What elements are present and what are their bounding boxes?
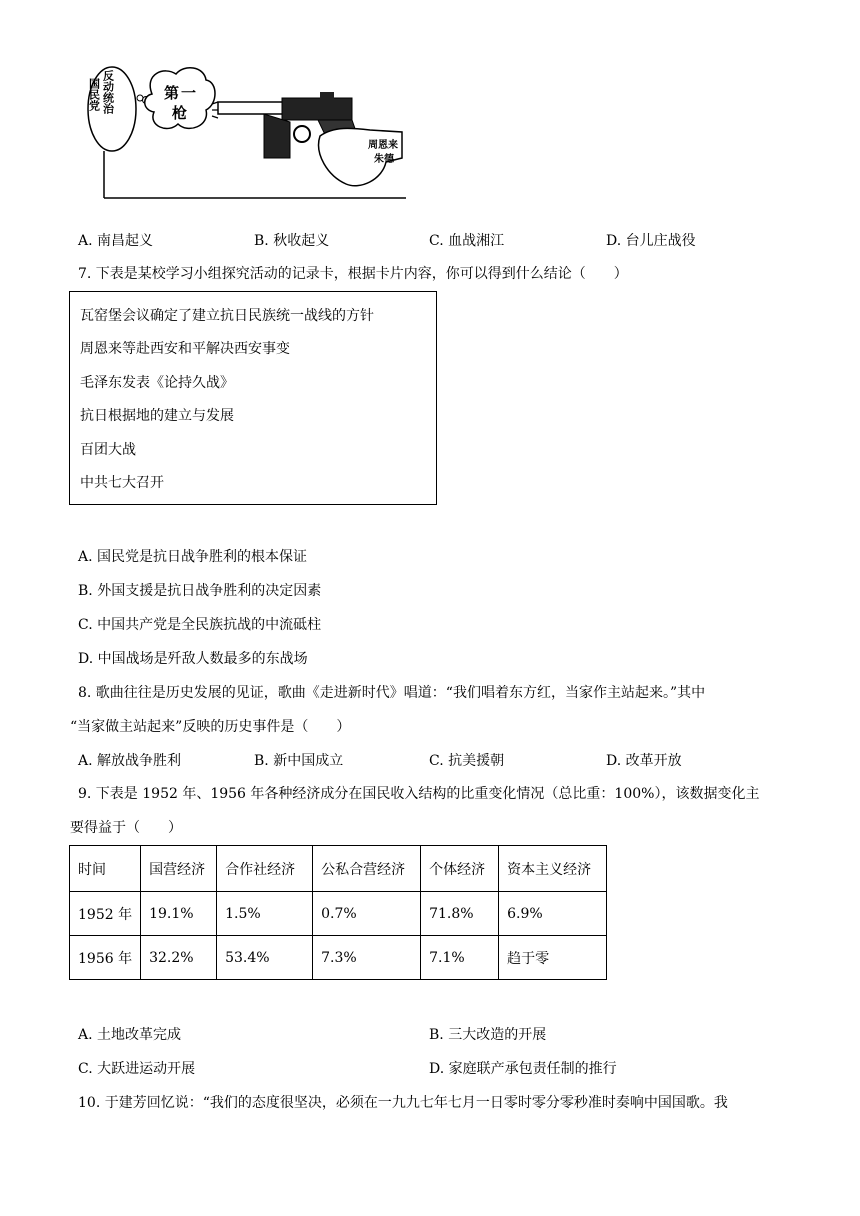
- q7-option-b: B. 外国支援是抗日战争胜利的决定因素: [78, 583, 322, 599]
- table-cell: 1.5%: [217, 892, 313, 936]
- svg-text:一: 一: [181, 84, 197, 102]
- zhu-de-label: 朱德: [374, 154, 394, 165]
- table-header-row: [70, 846, 607, 892]
- q8-stem-line1: 8. 歌曲往往是历史发展的见证，歌曲《走进新时代》唱道：“我们唱着东方红，当家作主站起来。”其中: [78, 685, 706, 701]
- table-cell: 0.7%: [313, 892, 421, 936]
- table-cell: 71.8%: [421, 892, 499, 936]
- q9-stem-line1: 9. 下表是 1952 年、1956 年各种经济成分在国民收入结构的比重变化情况（总比重：100%），该数据变化主: [78, 786, 760, 802]
- q7-stem: 7. 下表是某校学习小组探究活动的记录卡，根据卡片内容，你可以得到什么结论（ ）: [78, 266, 628, 282]
- card-line: 周恩来等赴西安和平解决西安事变: [80, 341, 290, 357]
- table-header-cell: 合作社经济: [217, 846, 313, 892]
- table-header-cell: 公私合营经济: [313, 846, 421, 892]
- table-row: [70, 892, 607, 936]
- q9-option-c: C. 大跃进运动开展: [78, 1061, 196, 1077]
- q6-option-a: A. 南昌起义: [78, 233, 154, 249]
- svg-text:枪: 枪: [172, 104, 188, 122]
- table-header-cell: 时间: [70, 846, 141, 892]
- q8-option-c: C. 抗美援朝: [429, 753, 505, 769]
- q9-option-d: D. 家庭联产承包责任制的推行: [429, 1061, 617, 1077]
- table-cell: 1952 年: [70, 892, 141, 936]
- q8-option-b: B. 新中国成立: [254, 753, 344, 769]
- card-line: 抗日根据地的建立与发展: [80, 408, 234, 424]
- q9-option-b: B. 三大改造的开展: [429, 1027, 547, 1043]
- table-header-cell: 国营经济: [141, 846, 217, 892]
- kmt-label: 国民党: [87, 78, 101, 111]
- q6-option-c: C. 血战湘江: [429, 233, 505, 249]
- table-cell: 53.4%: [217, 936, 313, 980]
- card-line: 毛泽东发表《论持久战》: [80, 375, 234, 391]
- q9-stem-line2: 要得益于（ ）: [70, 820, 182, 836]
- q7-option-a: A. 国民党是抗日战争胜利的根本保证: [78, 549, 308, 565]
- card-line: 中共七大召开: [80, 475, 164, 491]
- pistol-cartoon: [84, 64, 414, 214]
- q7-option-c: C. 中国共产党是全民族抗战的中流砥柱: [78, 617, 322, 633]
- table-cell: 6.9%: [499, 892, 607, 936]
- q9-option-a: A. 土地改革完成: [78, 1027, 182, 1043]
- card-line: 瓦窑堡会议确定了建立抗日民族统一战线的方针: [80, 308, 374, 324]
- card-line: 百团大战: [80, 442, 136, 458]
- svg-text:第: 第: [164, 84, 180, 102]
- q8-option-d: D. 改革开放: [606, 753, 682, 769]
- economy-table: [69, 845, 607, 980]
- table-header-cell: 资本主义经济: [499, 846, 607, 892]
- q8-stem-line2: “当家做主站起来”反映的历史事件是（ ）: [70, 719, 351, 735]
- table-cell: 1956 年: [70, 936, 141, 980]
- table-row: [70, 936, 607, 980]
- cartoon-illustration: [84, 64, 414, 214]
- reactionary-rule-label: 反动统治: [101, 70, 115, 114]
- q6-option-b: B. 秋收起义: [254, 233, 330, 249]
- q7-option-d: D. 中国战场是歼敌人数最多的东战场: [78, 651, 308, 667]
- table-cell: 7.3%: [313, 936, 421, 980]
- table-cell: 趋于零: [499, 936, 607, 980]
- table-header-cell: 个体经济: [421, 846, 499, 892]
- table-cell: 19.1%: [141, 892, 217, 936]
- zhou-enlai-label: 周恩来: [368, 140, 398, 151]
- table-cell: 32.2%: [141, 936, 217, 980]
- table-cell: 7.1%: [421, 936, 499, 980]
- q8-option-a: A. 解放战争胜利: [78, 753, 182, 769]
- q10-stem-line1: 10. 于建芳回忆说：“我们的态度很坚决，必须在一九九七年七月一日零时零分零秒准时奏响中国国歌。我: [78, 1095, 728, 1111]
- q6-option-d: D. 台儿庄战役: [606, 233, 696, 249]
- record-card: [69, 291, 437, 505]
